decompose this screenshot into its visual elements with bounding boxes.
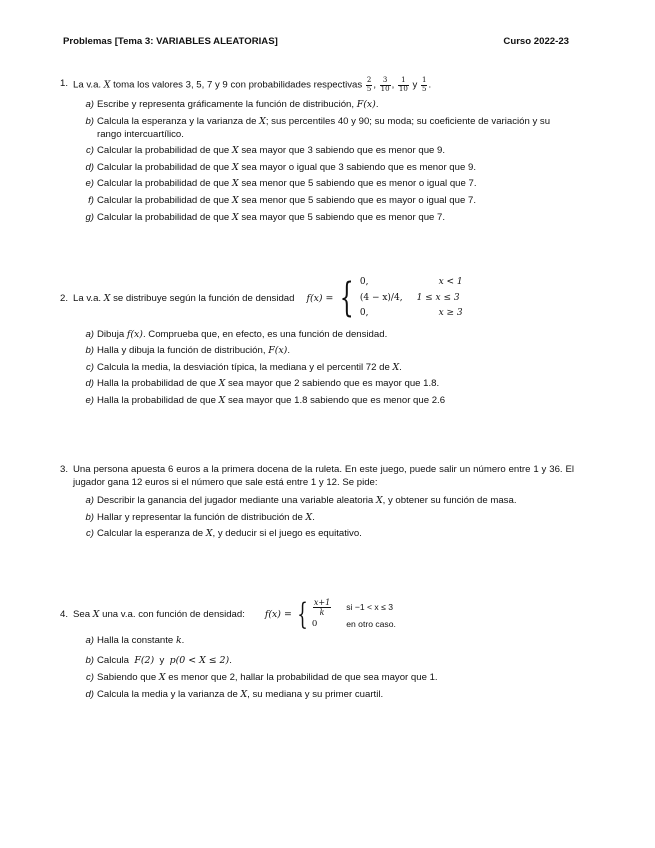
piecewise-definition: { 0, x < 1 (4 − x)/4, 1 ≤ x ≤ 3 0, x ≥ 3 <box>340 275 463 322</box>
subitem: a) Describir la ganancia del jugador mediante una variable aleatoria X, y obtener su función de masa. <box>85 495 517 506</box>
subitem: b) Calcula la esperanza y la varianza de X; sus percentiles 40 y 90; su moda; su coeficiente de variación y su rango intercuartílico. <box>85 115 551 140</box>
subitem-list <box>60 634 574 701</box>
subitem-list <box>60 494 574 540</box>
problem-3 <box>60 463 574 544</box>
density-function-label: f(x) = <box>264 609 292 620</box>
fraction: $\frac{x+1}{k}$ <box>313 598 331 617</box>
fraction: $\frac{3}{10}$ <box>380 76 390 93</box>
subitem: c) Calcular la probabilidad de que X sea mayor que 3 sabiendo que es menor que 9. <box>86 145 446 157</box>
subitem: a) Halla la constante k. <box>85 635 185 646</box>
subitem: a) Escribe y representa gráficamente la función de distribución, F(x). <box>85 99 379 110</box>
subitem: b) Calcula F(2) y p(0 < X ≤ 2). <box>85 655 232 666</box>
subitem: c) Calcular la esperanza de X, y deducir si el juego es equitativo. <box>86 528 362 540</box>
subitem: f) Calcular la probabilidad de que X sea menor que 5 sabiendo que es mayor o igual que 7. <box>88 194 476 206</box>
problem-2 <box>60 275 574 410</box>
problem-number: 3. <box>60 464 69 475</box>
brace: { <box>297 596 308 632</box>
subitem-list <box>60 98 574 224</box>
subitem: b) Halla y dibuja la función de distribución, F(x). <box>85 345 290 357</box>
fraction: $\frac{1}{10}$ <box>398 76 408 93</box>
subitem: b) Hallar y representar la función de distribución de X. <box>85 511 315 523</box>
problem-statement: La v.a. X toma los valores 3, 5, 7 y 9 con probabilidades respectivas $\frac{2}{5}$ , $\frac{3}{10}$ , $\frac{1}{10}$ y $\frac{1}{5}$ . <box>73 76 432 93</box>
problem-number: 2. <box>60 292 69 304</box>
subitem: e) Calcular la probabilidad de que X sea menor que 5 sabiendo que es menor o igual que 7. <box>85 178 477 190</box>
problem-number: 4. <box>60 609 69 620</box>
subitem: c) Sabiendo que X es menor que 2, hallar la probabilidad de que sea mayor que 1. <box>86 672 438 683</box>
subitem: d) Halla la probabilidad de que X sea mayor que 2 sabiendo que es mayor que 1.8. <box>85 378 440 390</box>
problem-number: 1. <box>60 78 69 89</box>
problem-statement: 4. Sea X una v.a. con función de densidad: f(x) = { $\frac{x+1}{k}$ si −1 < x ≤ 3 0 en otro caso. <box>60 596 396 632</box>
problem-statement: Una persona apuesta 6 euros a la primera docena de la ruleta. En este juego, puede salir un número entre 1 y 36. El jugador gana 12 euros si el número que sale está entre 1 y 12. Se pide: <box>73 464 574 488</box>
subitem: d) Calcular la probabilidad de que X sea mayor o igual que 3 sabiendo que es menor que 9. <box>85 161 476 173</box>
piecewise-definition: { $\frac{x+1}{k}$ si −1 < x ≤ 3 0 en otro caso. <box>297 596 396 632</box>
header-course: Curso 2022-23 <box>503 36 569 47</box>
problem-4 <box>60 598 574 704</box>
fraction: $\frac{2}{5}$ <box>366 76 372 93</box>
subitem: e) Halla la probabilidad de que X sea mayor que 1.8 sabiendo que es menor que 2.6 <box>85 394 446 406</box>
density-function-label: f(x) = <box>306 292 334 304</box>
subitem: a) Dibuja f(x). Comprueba que, en efecto, es una función de densidad. <box>85 328 388 340</box>
subitem: d) Calcula la media y la varianza de X, su mediana y su primer cuartil. <box>85 688 384 700</box>
problem-1 <box>60 77 574 227</box>
subitem-list <box>60 328 574 407</box>
problem-statement: 2. La v.a. X se distribuye según la función de densidad f(x) = { 0, x < 1 (4 − x)/4, 1 ≤ x ≤ 3 0, x ≥ 3 <box>60 275 463 322</box>
header-title: Problemas [Tema 3: VARIABLES ALEATORIAS] <box>63 36 278 47</box>
subitem: c) Calcula la media, la desviación típica, la mediana y el percentil 72 de X. <box>86 361 402 373</box>
subitem: g) Calcular la probabilidad de que X sea mayor que 5 sabiendo que es menor que 7. <box>85 211 446 223</box>
brace: { <box>340 275 355 322</box>
fraction: $\frac{1}{5}$ <box>421 76 427 93</box>
